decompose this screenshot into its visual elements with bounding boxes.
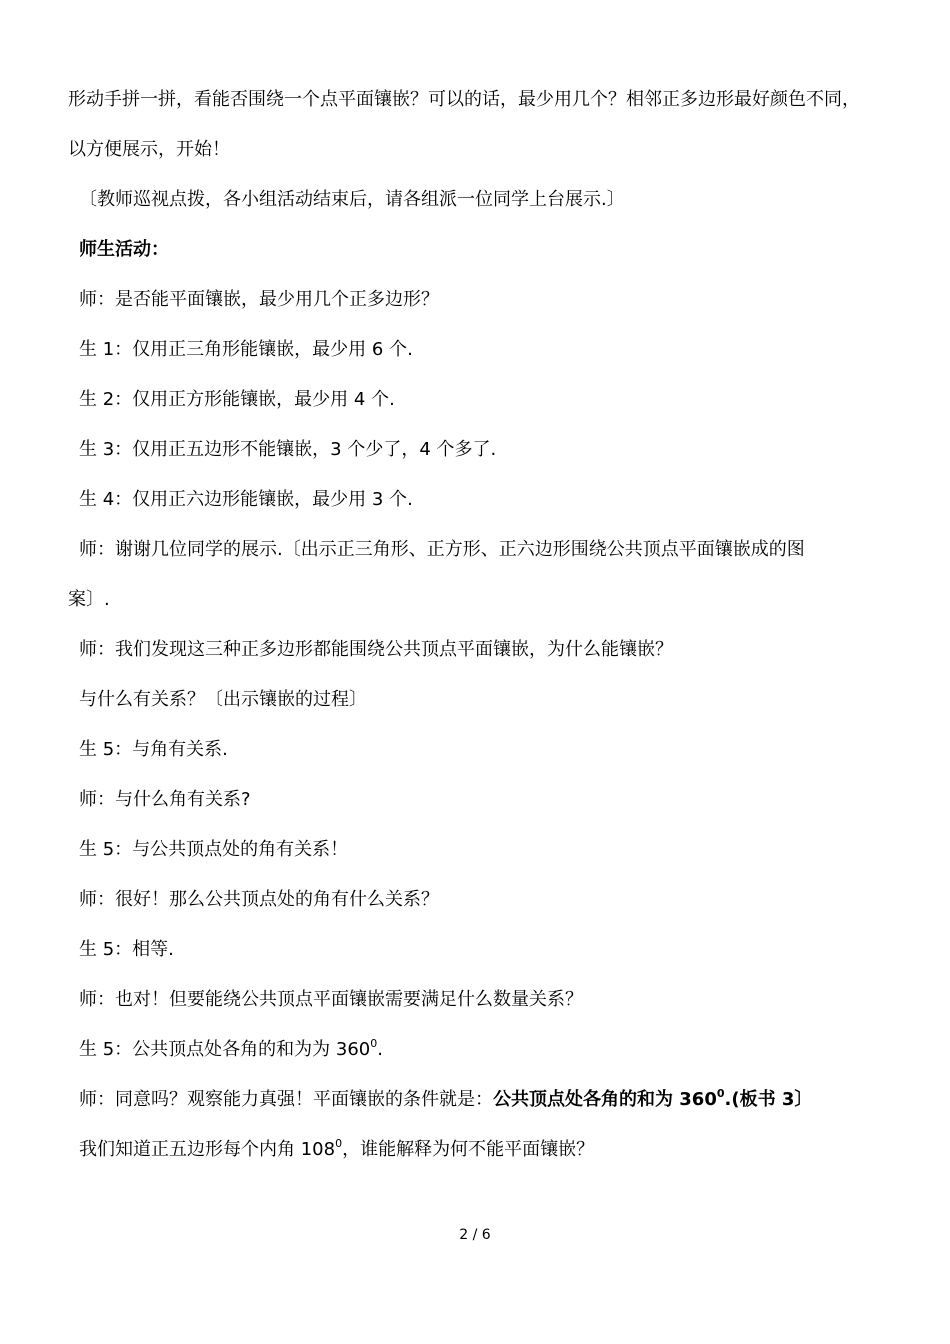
- degree-superscript: 0: [716, 1087, 725, 1100]
- dialogue-line-teacher-8: [79, 1138, 594, 1164]
- dialogue-line-teacher-2-cont: 案〕.: [68, 589, 110, 610]
- dialogue-line-student-4: 生 4：仅用正六边形能镶嵌，最少用 3 个.: [79, 489, 413, 510]
- line-text: 生 5：公共顶点处各角的和为为 360: [79, 1039, 371, 1060]
- dialogue-line-teacher-1: 师：是否能平面镶嵌，最少用几个正多边形？: [79, 289, 439, 310]
- dialogue-line-student-2: 生 2：仅用正方形能镶嵌，最少用 4 个.: [79, 389, 395, 410]
- degree-superscript: 0: [335, 1137, 343, 1150]
- dialogue-line-teacher-4: 师：与什么角有关系?: [79, 789, 251, 810]
- dialogue-line-teacher-2: 师：谢谢几位同学的展示.〔出示正三角形、正方形、正六边形围绕公共顶点平面镶嵌成的图: [79, 539, 805, 560]
- teacher-note: 〔教师巡视点拨，各小组活动结束后，请各组派一位同学上台展示.〕: [79, 189, 625, 210]
- page-indicator: 2 / 6: [459, 1227, 491, 1243]
- dialogue-line-teacher-6: 师：也对！但要能绕公共顶点平面镶嵌需要满足什么数量关系？: [79, 989, 583, 1010]
- paragraph-line-2: 以方便展示，开始！: [68, 139, 230, 160]
- line-text-after: .: [377, 1039, 383, 1060]
- dialogue-line-student-5c: 生 5：相等.: [79, 939, 174, 960]
- dialogue-line-teacher-5: 师：很好！那么公共顶点处的角有什么关系？: [79, 889, 439, 910]
- dialogue-line-student-1: 生 1：仅用正三角形能镶嵌，最少用 6 个.: [79, 339, 413, 360]
- dialogue-line-student-3: 生 3：仅用正五边形不能镶嵌，3 个少了，4 个多了.: [79, 439, 497, 460]
- condition-text-after: .(板书 3〕: [724, 1089, 813, 1110]
- line-text-after: ，谁能解释为何不能平面镶嵌？: [342, 1139, 595, 1160]
- dialogue-line-teacher-3: 师：我们发现这三种正多边形都能围绕公共顶点平面镶嵌，为什么能镶嵌？: [79, 639, 673, 660]
- paragraph-line-1: 形动手拼一拼，看能否围绕一个点平面镶嵌？可以的话，最少用几个？相邻正多边形最好颜色不同，: [68, 89, 860, 110]
- degree-superscript: 0: [370, 1037, 378, 1050]
- dialogue-line-student-5a: 生 5：与角有关系.: [79, 739, 228, 760]
- dialogue-line-teacher-7: [79, 1088, 812, 1114]
- condition-text: 公共顶点处各角的和为 360: [493, 1089, 717, 1110]
- section-heading: 师生活动：: [79, 239, 169, 260]
- tessellation-condition: [493, 1089, 812, 1110]
- dialogue-line-student-5d: [79, 1038, 383, 1064]
- dialogue-line-teacher-3-cont: 与什么有关系？〔出示镶嵌的过程〕: [79, 689, 367, 710]
- line-text: 师：同意吗？观察能力真强！平面镶嵌的条件就是：: [79, 1089, 493, 1110]
- dialogue-line-student-5b: 生 5：与公共顶点处的角有关系！: [79, 839, 349, 860]
- line-text: 我们知道正五边形每个内角 108: [79, 1139, 336, 1160]
